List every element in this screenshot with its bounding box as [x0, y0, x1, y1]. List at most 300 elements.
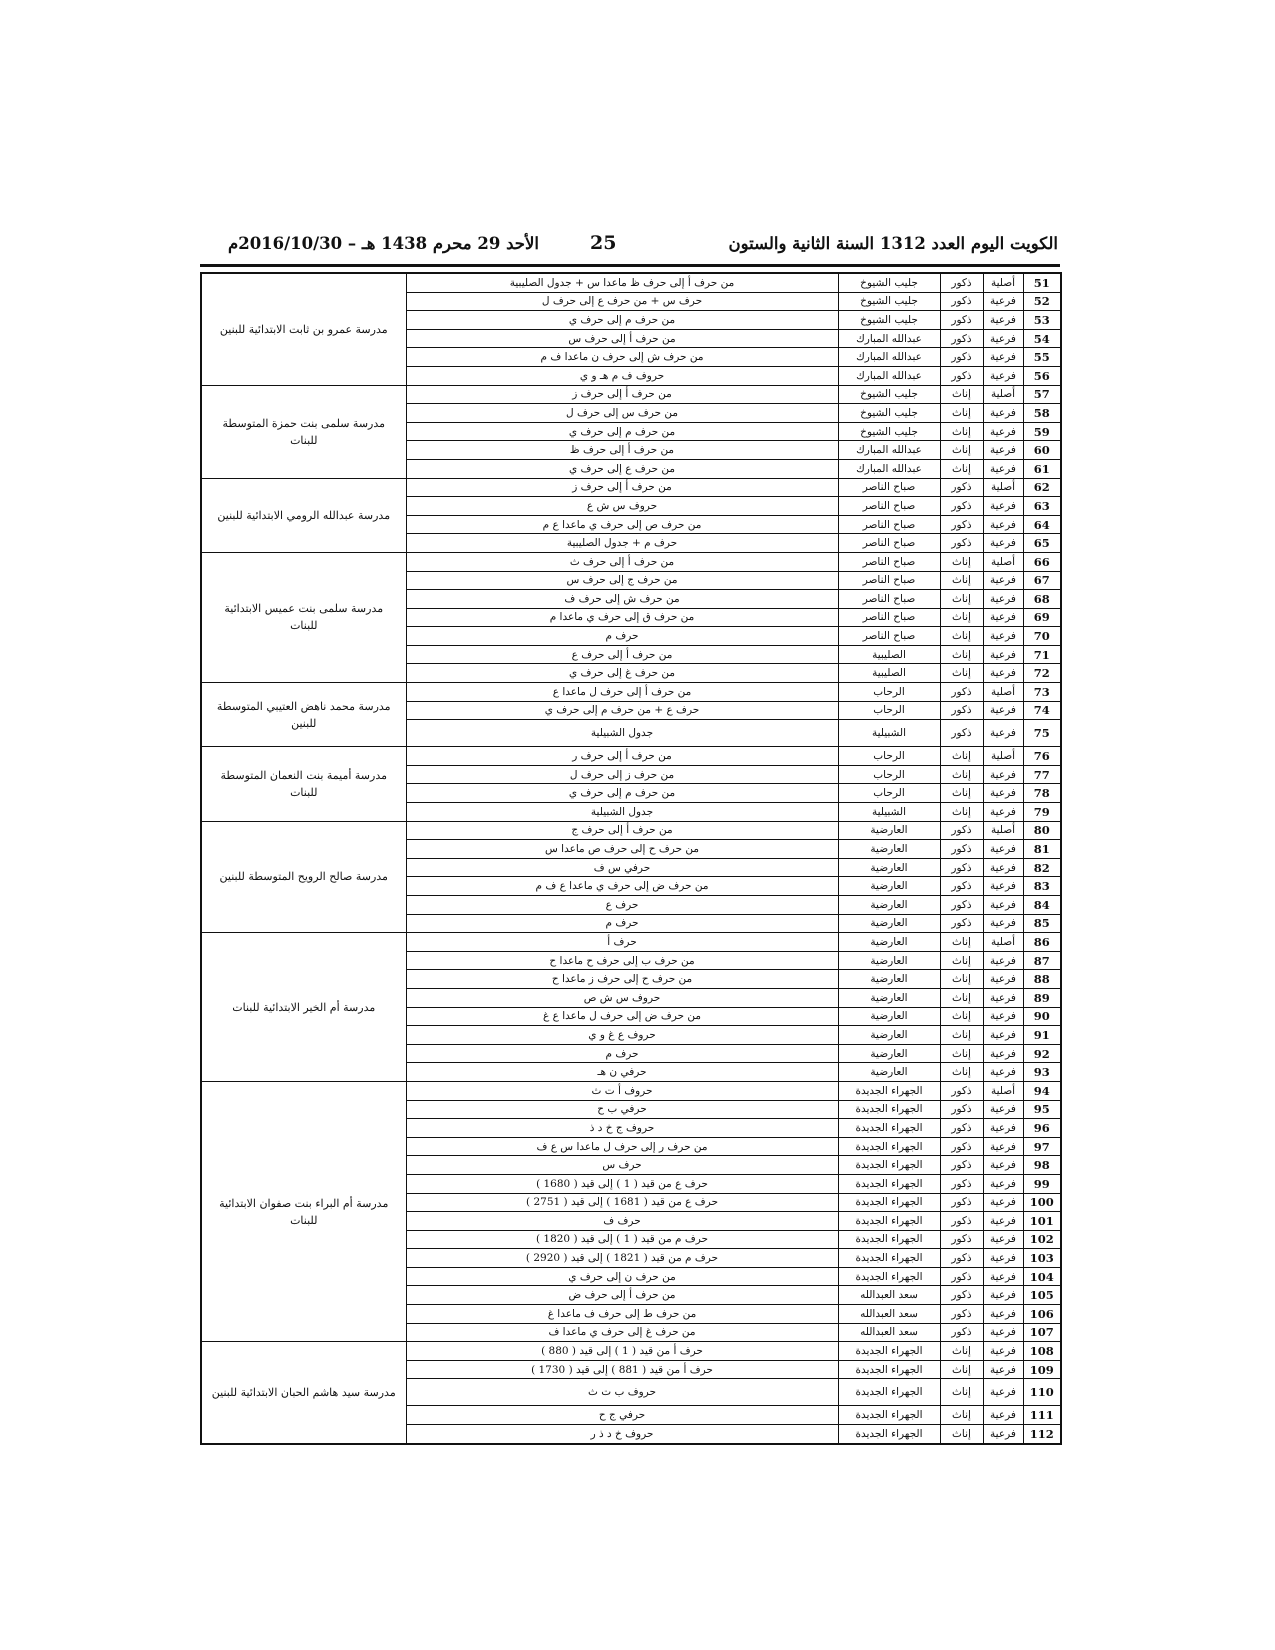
letter-range: حروف خ د ذ ر [406, 1425, 838, 1444]
letter-range: حرف س [406, 1156, 838, 1175]
residential-area: الجهراء الجديدة [838, 1425, 940, 1444]
committee-number: 110 [1023, 1379, 1061, 1406]
school-name: مدرسة أم البراء بنت صفوان الابتدائية للبنات [201, 1081, 406, 1341]
school-name: مدرسة سلمى بنت حمزة المتوسطة للبنات [201, 385, 406, 478]
committee-gender: ذكور [940, 896, 983, 915]
letter-range: حرف أ من قيد ( 881 ) إلى قيد ( 1730 ) [406, 1360, 838, 1379]
letter-range: من حرف ع إلى حرف ي [406, 459, 838, 478]
committee-type: فرعية [983, 1406, 1023, 1425]
letter-range: حروف ب ت ث [406, 1379, 838, 1406]
header-rule [200, 264, 1060, 267]
committee-type: أصلية [983, 273, 1023, 292]
committee-number: 101 [1023, 1212, 1061, 1231]
committee-type: فرعية [983, 720, 1023, 747]
committee-number: 102 [1023, 1230, 1061, 1249]
committee-gender: ذكور [940, 720, 983, 747]
letter-range: حروف ج خ د ذ [406, 1119, 838, 1138]
page-header [228, 226, 1058, 262]
committee-type: فرعية [983, 970, 1023, 989]
letter-range: من حرف ص إلى حرف ي ماعدا ع م [406, 515, 838, 534]
committee-type: فرعية [983, 1156, 1023, 1175]
letter-range: من حرف ش إلى حرف ف [406, 590, 838, 609]
committee-gender: ذكور [940, 1305, 983, 1324]
committee-number: 65 [1023, 534, 1061, 553]
committee-type: فرعية [983, 1425, 1023, 1444]
letter-range: من حرف ض إلى حرف ل ماعدا ع غ [406, 1007, 838, 1026]
committee-gender: ذكور [940, 1212, 983, 1231]
committee-number: 64 [1023, 515, 1061, 534]
residential-area: الجهراء الجديدة [838, 1360, 940, 1379]
letter-range: جدول الشبيلية [406, 720, 838, 747]
committee-type: فرعية [983, 701, 1023, 720]
committee-gender: ذكور [940, 1249, 983, 1268]
letter-range: من حرف أ إلى حرف ع [406, 645, 838, 664]
committee-gender: ذكور [940, 914, 983, 933]
committee-gender: إناث [940, 422, 983, 441]
residential-area: الجهراء الجديدة [838, 1174, 940, 1193]
residential-area: سعد العبدالله [838, 1305, 940, 1324]
committee-gender: ذكور [940, 1174, 983, 1193]
table-row [201, 683, 1061, 702]
committee-gender: ذكور [940, 840, 983, 859]
committee-gender: ذكور [940, 1230, 983, 1249]
committee-type: فرعية [983, 441, 1023, 460]
committee-gender: إناث [940, 627, 983, 646]
committee-gender: ذكور [940, 348, 983, 367]
residential-area: الجهراء الجديدة [838, 1267, 940, 1286]
residential-area: العارضية [838, 951, 940, 970]
committee-gender: إناث [940, 1026, 983, 1045]
table-row [201, 552, 1061, 571]
committee-gender: إناث [940, 1425, 983, 1444]
committee-gender: ذكور [940, 497, 983, 516]
residential-area: عبدالله المبارك [838, 366, 940, 385]
letter-range: حرف م من قيد ( 1821 ) إلى قيد ( 2920 ) [406, 1249, 838, 1268]
committee-gender: إناث [940, 459, 983, 478]
committee-type: فرعية [983, 459, 1023, 478]
committee-type: فرعية [983, 1026, 1023, 1045]
committee-type: فرعية [983, 422, 1023, 441]
committee-type: أصلية [983, 747, 1023, 766]
residential-area: العارضية [838, 933, 940, 952]
committee-type: فرعية [983, 292, 1023, 311]
committee-gender: إناث [940, 765, 983, 784]
committee-number: 109 [1023, 1360, 1061, 1379]
committee-number: 76 [1023, 747, 1061, 766]
committee-gender: ذكور [940, 877, 983, 896]
gazette-issue-title: الكويت اليوم العدد 1312 السنة الثانية والستون [728, 234, 1058, 253]
table-row [201, 273, 1061, 292]
committee-gender: ذكور [940, 701, 983, 720]
residential-area: العارضية [838, 1044, 940, 1063]
table-row [201, 1342, 1061, 1361]
committee-type: فرعية [983, 348, 1023, 367]
committee-gender: إناث [940, 664, 983, 683]
committee-gender: إناث [940, 1379, 983, 1406]
letter-range: حرف ع من قيد ( 1681 ) إلى قيد ( 2751 ) [406, 1193, 838, 1212]
letter-range: حرفي س ف [406, 858, 838, 877]
committee-number: 103 [1023, 1249, 1061, 1268]
letter-range: حروف ف م هـ و ي [406, 366, 838, 385]
residential-area: الجهراء الجديدة [838, 1379, 940, 1406]
committee-type: فرعية [983, 1137, 1023, 1156]
committee-type: فرعية [983, 1044, 1023, 1063]
committee-number: 104 [1023, 1267, 1061, 1286]
committee-gender: إناث [940, 645, 983, 664]
committee-number: 92 [1023, 1044, 1061, 1063]
letter-range: حرفي ب ح [406, 1100, 838, 1119]
committee-type: أصلية [983, 1081, 1023, 1100]
committee-number: 55 [1023, 348, 1061, 367]
committee-gender: إناث [940, 404, 983, 423]
letter-range: حرف ع + من حرف م إلى حرف ي [406, 701, 838, 720]
letter-range: من حرف ق إلى حرف ي ماعدا م [406, 608, 838, 627]
residential-area: العارضية [838, 970, 940, 989]
letter-range: من حرف ز إلى حرف ل [406, 765, 838, 784]
committee-gender: إناث [940, 385, 983, 404]
committee-number: 99 [1023, 1174, 1061, 1193]
committee-gender: إناث [940, 1360, 983, 1379]
letter-range: من حرف غ إلى حرف ي [406, 664, 838, 683]
letter-range: حرفي ن هـ [406, 1063, 838, 1082]
residential-area: الرحاب [838, 683, 940, 702]
committee-type: فرعية [983, 1007, 1023, 1026]
letter-range: من حرف ج إلى حرف س [406, 571, 838, 590]
committee-gender: ذكور [940, 311, 983, 330]
residential-area: العارضية [838, 1007, 940, 1026]
letter-range: من حرف أ إلى حرف ز [406, 478, 838, 497]
letter-range: حرف أ [406, 933, 838, 952]
committee-number: 83 [1023, 877, 1061, 896]
committee-type: فرعية [983, 1230, 1023, 1249]
letter-range: من حرف غ إلى حرف ي ماعدا ف [406, 1323, 838, 1342]
committee-type: أصلية [983, 933, 1023, 952]
committee-gender: إناث [940, 1406, 983, 1425]
letter-range: حرف م [406, 1044, 838, 1063]
committee-type: فرعية [983, 988, 1023, 1007]
committee-number: 94 [1023, 1081, 1061, 1100]
letter-range: من حرف ن إلى حرف ي [406, 1267, 838, 1286]
committee-gender: ذكور [940, 1100, 983, 1119]
committee-number: 67 [1023, 571, 1061, 590]
residential-area: صباح الناصر [838, 478, 940, 497]
residential-area: الشبيلية [838, 720, 940, 747]
letter-range: من حرف أ إلى حرف ث [406, 552, 838, 571]
committee-gender: ذكور [940, 292, 983, 311]
letter-range: حرف أ من قيد ( 1 ) إلى قيد ( 880 ) [406, 1342, 838, 1361]
committee-gender: إناث [940, 1063, 983, 1082]
residential-area: الجهراء الجديدة [838, 1119, 940, 1138]
letter-range: من حرف ر إلى حرف ل ماعدا س ع ف [406, 1137, 838, 1156]
committee-number: 106 [1023, 1305, 1061, 1324]
committee-number: 61 [1023, 459, 1061, 478]
committee-number: 73 [1023, 683, 1061, 702]
committee-number: 98 [1023, 1156, 1061, 1175]
letter-range: حرف ف [406, 1212, 838, 1231]
residential-area: صباح الناصر [838, 608, 940, 627]
committee-gender: ذكور [940, 1137, 983, 1156]
committee-gender: ذكور [940, 1323, 983, 1342]
committee-number: 86 [1023, 933, 1061, 952]
committee-type: فرعية [983, 1212, 1023, 1231]
residential-area: العارضية [838, 988, 940, 1007]
residential-area: الجهراء الجديدة [838, 1137, 940, 1156]
committee-gender: إناث [940, 552, 983, 571]
letter-range: من حرف م إلى حرف ي [406, 311, 838, 330]
letter-range: حروف س ش ع [406, 497, 838, 516]
committee-gender: إناث [940, 988, 983, 1007]
committee-gender: إناث [940, 1044, 983, 1063]
committee-gender: ذكور [940, 478, 983, 497]
committee-type: فرعية [983, 840, 1023, 859]
committee-number: 105 [1023, 1286, 1061, 1305]
committee-gender: إناث [940, 441, 983, 460]
committee-gender: إناث [940, 970, 983, 989]
letter-range: من حرف أ إلى حرف ز [406, 385, 838, 404]
committee-gender: ذكور [940, 821, 983, 840]
committee-gender: ذكور [940, 1156, 983, 1175]
committee-number: 80 [1023, 821, 1061, 840]
committee-number: 71 [1023, 645, 1061, 664]
residential-area: صباح الناصر [838, 571, 940, 590]
issue-date: الأحد 29 محرم 1438 هـ – 2016/10/30م [228, 234, 539, 253]
committee-number: 95 [1023, 1100, 1061, 1119]
committee-number: 89 [1023, 988, 1061, 1007]
committee-type: فرعية [983, 1342, 1023, 1361]
committee-number: 59 [1023, 422, 1061, 441]
committee-type: فرعية [983, 608, 1023, 627]
school-name: مدرسة محمد ناهض العتيبي المتوسطة للبنين [201, 683, 406, 747]
committee-number: 82 [1023, 858, 1061, 877]
committee-type: أصلية [983, 478, 1023, 497]
committee-type: فرعية [983, 404, 1023, 423]
committee-gender: إناث [940, 1342, 983, 1361]
letter-range: من حرف أ إلى حرف ظ [406, 441, 838, 460]
committees-table-body [201, 273, 1061, 1444]
committee-number: 74 [1023, 701, 1061, 720]
committee-gender: ذكور [940, 273, 983, 292]
committee-gender: ذكور [940, 1119, 983, 1138]
committee-number: 72 [1023, 664, 1061, 683]
letter-range: من حرف ش إلى حرف ن ماعدا ف م [406, 348, 838, 367]
residential-area: جليب الشيوخ [838, 292, 940, 311]
residential-area: الجهراء الجديدة [838, 1156, 940, 1175]
committee-type: أصلية [983, 821, 1023, 840]
committee-gender: ذكور [940, 858, 983, 877]
letter-range: من حرف ض إلى حرف ي ماعدا ع ف م [406, 877, 838, 896]
committee-type: فرعية [983, 366, 1023, 385]
residential-area: العارضية [838, 821, 940, 840]
committee-number: 51 [1023, 273, 1061, 292]
committee-number: 58 [1023, 404, 1061, 423]
committee-gender: ذكور [940, 1286, 983, 1305]
residential-area: صباح الناصر [838, 552, 940, 571]
committee-gender: إناث [940, 784, 983, 803]
residential-area: عبدالله المبارك [838, 348, 940, 367]
committee-number: 81 [1023, 840, 1061, 859]
committee-number: 62 [1023, 478, 1061, 497]
committee-type: فرعية [983, 1267, 1023, 1286]
letter-range: حرف م [406, 914, 838, 933]
committee-gender: ذكور [940, 1081, 983, 1100]
committee-number: 79 [1023, 803, 1061, 822]
residential-area: الجهراء الجديدة [838, 1081, 940, 1100]
table-row [201, 1081, 1061, 1100]
residential-area: الجهراء الجديدة [838, 1100, 940, 1119]
committee-type: فرعية [983, 311, 1023, 330]
committees-table-wrapper [200, 272, 1060, 1445]
letter-range: حرف س + من حرف ع إلى حرف ل [406, 292, 838, 311]
committee-number: 90 [1023, 1007, 1061, 1026]
letter-range: من حرف ط إلى حرف ف ماعدا غ [406, 1305, 838, 1324]
letter-range: من حرف أ إلى حرف ظ ماعدا س + جدول الصليبية [406, 273, 838, 292]
committee-number: 87 [1023, 951, 1061, 970]
committee-gender: ذكور [940, 1193, 983, 1212]
letter-range: من حرف أ إلى حرف ج [406, 821, 838, 840]
committee-number: 91 [1023, 1026, 1061, 1045]
committee-number: 97 [1023, 1137, 1061, 1156]
committee-number: 85 [1023, 914, 1061, 933]
residential-area: جليب الشيوخ [838, 273, 940, 292]
committee-gender: إناث [940, 951, 983, 970]
residential-area: صباح الناصر [838, 590, 940, 609]
residential-area: سعد العبدالله [838, 1323, 940, 1342]
residential-area: سعد العبدالله [838, 1286, 940, 1305]
committee-type: فرعية [983, 877, 1023, 896]
committee-type: فرعية [983, 1249, 1023, 1268]
committee-type: فرعية [983, 664, 1023, 683]
letter-range: من حرف م إلى حرف ي [406, 784, 838, 803]
letter-range: من حرف س إلى حرف ل [406, 404, 838, 423]
committee-type: فرعية [983, 590, 1023, 609]
page-number: 25 [590, 232, 617, 254]
residential-area: جليب الشيوخ [838, 422, 940, 441]
residential-area: الصليبية [838, 645, 940, 664]
letter-range: من حرف أ إلى حرف س [406, 329, 838, 348]
residential-area: العارضية [838, 840, 940, 859]
committee-number: 66 [1023, 552, 1061, 571]
committee-number: 60 [1023, 441, 1061, 460]
committee-number: 107 [1023, 1323, 1061, 1342]
committee-type: أصلية [983, 552, 1023, 571]
committee-type: فرعية [983, 627, 1023, 646]
committee-gender: إناث [940, 571, 983, 590]
committee-number: 68 [1023, 590, 1061, 609]
committee-type: أصلية [983, 385, 1023, 404]
letter-range: حرف ع من قيد ( 1 ) إلى قيد ( 1680 ) [406, 1174, 838, 1193]
letter-range: حرف ع [406, 896, 838, 915]
school-name: مدرسة عبدالله الرومي الابتدائية للبنين [201, 478, 406, 552]
committee-number: 100 [1023, 1193, 1061, 1212]
residential-area: الجهراء الجديدة [838, 1193, 940, 1212]
committee-type: فرعية [983, 645, 1023, 664]
table-row [201, 933, 1061, 952]
committee-type: فرعية [983, 1305, 1023, 1324]
letter-range: من حرف أ إلى حرف ل ماعدا ع [406, 683, 838, 702]
committees-table [200, 272, 1062, 1445]
residential-area: جليب الشيوخ [838, 311, 940, 330]
residential-area: الجهراء الجديدة [838, 1249, 940, 1268]
committee-type: فرعية [983, 1286, 1023, 1305]
committee-gender: ذكور [940, 534, 983, 553]
letter-range: حروف س ش ص [406, 988, 838, 1007]
residential-area: العارضية [838, 858, 940, 877]
committee-type: فرعية [983, 329, 1023, 348]
letter-range: حرف م من قيد ( 1 ) إلى قيد ( 1820 ) [406, 1230, 838, 1249]
residential-area: صباح الناصر [838, 534, 940, 553]
committee-gender: ذكور [940, 515, 983, 534]
committee-type: فرعية [983, 515, 1023, 534]
residential-area: الجهراء الجديدة [838, 1212, 940, 1231]
residential-area: صباح الناصر [838, 515, 940, 534]
letter-range: من حرف أ إلى حرف ض [406, 1286, 838, 1305]
school-name: مدرسة أميمة بنت النعمان المتوسطة للبنات [201, 747, 406, 821]
residential-area: الصليبية [838, 664, 940, 683]
committee-type: فرعية [983, 571, 1023, 590]
letter-range: حروف أ ت ث [406, 1081, 838, 1100]
committee-number: 77 [1023, 765, 1061, 784]
residential-area: عبدالله المبارك [838, 459, 940, 478]
letter-range: من حرف ب إلى حرف ح ماعدا ح [406, 951, 838, 970]
school-name: مدرسة عمرو بن ثابت الابتدائية للبنين [201, 273, 406, 385]
committee-gender: إناث [940, 803, 983, 822]
committee-type: فرعية [983, 858, 1023, 877]
residential-area: جليب الشيوخ [838, 404, 940, 423]
committee-number: 108 [1023, 1342, 1061, 1361]
committee-gender: إناث [940, 1007, 983, 1026]
committee-type: فرعية [983, 1323, 1023, 1342]
committee-type: فرعية [983, 1193, 1023, 1212]
committee-number: 84 [1023, 896, 1061, 915]
committee-type: فرعية [983, 1063, 1023, 1082]
letter-range: من حرف أ إلى حرف ر [406, 747, 838, 766]
letter-range: من حرف ح إلى حرف ص ماعدا س [406, 840, 838, 859]
committee-type: فرعية [983, 765, 1023, 784]
committee-type: فرعية [983, 1174, 1023, 1193]
committee-gender: ذكور [940, 683, 983, 702]
committee-gender: إناث [940, 590, 983, 609]
committee-number: 88 [1023, 970, 1061, 989]
residential-area: صباح الناصر [838, 627, 940, 646]
committee-number: 53 [1023, 311, 1061, 330]
committee-number: 63 [1023, 497, 1061, 516]
table-row [201, 747, 1061, 766]
committee-type: فرعية [983, 497, 1023, 516]
letter-range: حروف ع غ و ي [406, 1026, 838, 1045]
school-name: مدرسة أم الخير الابتدائية للبنات [201, 933, 406, 1082]
residential-area: الرحاب [838, 747, 940, 766]
letter-range: حرف م + جدول الصليبية [406, 534, 838, 553]
committee-number: 54 [1023, 329, 1061, 348]
school-name: مدرسة سيد هاشم الحبان الابتدائية للبنين [201, 1342, 406, 1444]
residential-area: صباح الناصر [838, 497, 940, 516]
committee-type: فرعية [983, 896, 1023, 915]
committee-gender: إناث [940, 747, 983, 766]
letter-range: حرفي ج ح [406, 1406, 838, 1425]
committee-number: 57 [1023, 385, 1061, 404]
committee-gender: ذكور [940, 329, 983, 348]
committee-number: 56 [1023, 366, 1061, 385]
table-row [201, 478, 1061, 497]
letter-range: من حرف ح إلى حرف ز ماعدا ح [406, 970, 838, 989]
residential-area: الشبيلية [838, 803, 940, 822]
letter-range: من حرف م إلى حرف ي [406, 422, 838, 441]
committee-number: 78 [1023, 784, 1061, 803]
committee-gender: إناث [940, 608, 983, 627]
residential-area: العارضية [838, 1026, 940, 1045]
committee-type: فرعية [983, 1360, 1023, 1379]
school-name: مدرسة سلمى بنت عميس الابتدائية للبنات [201, 552, 406, 682]
